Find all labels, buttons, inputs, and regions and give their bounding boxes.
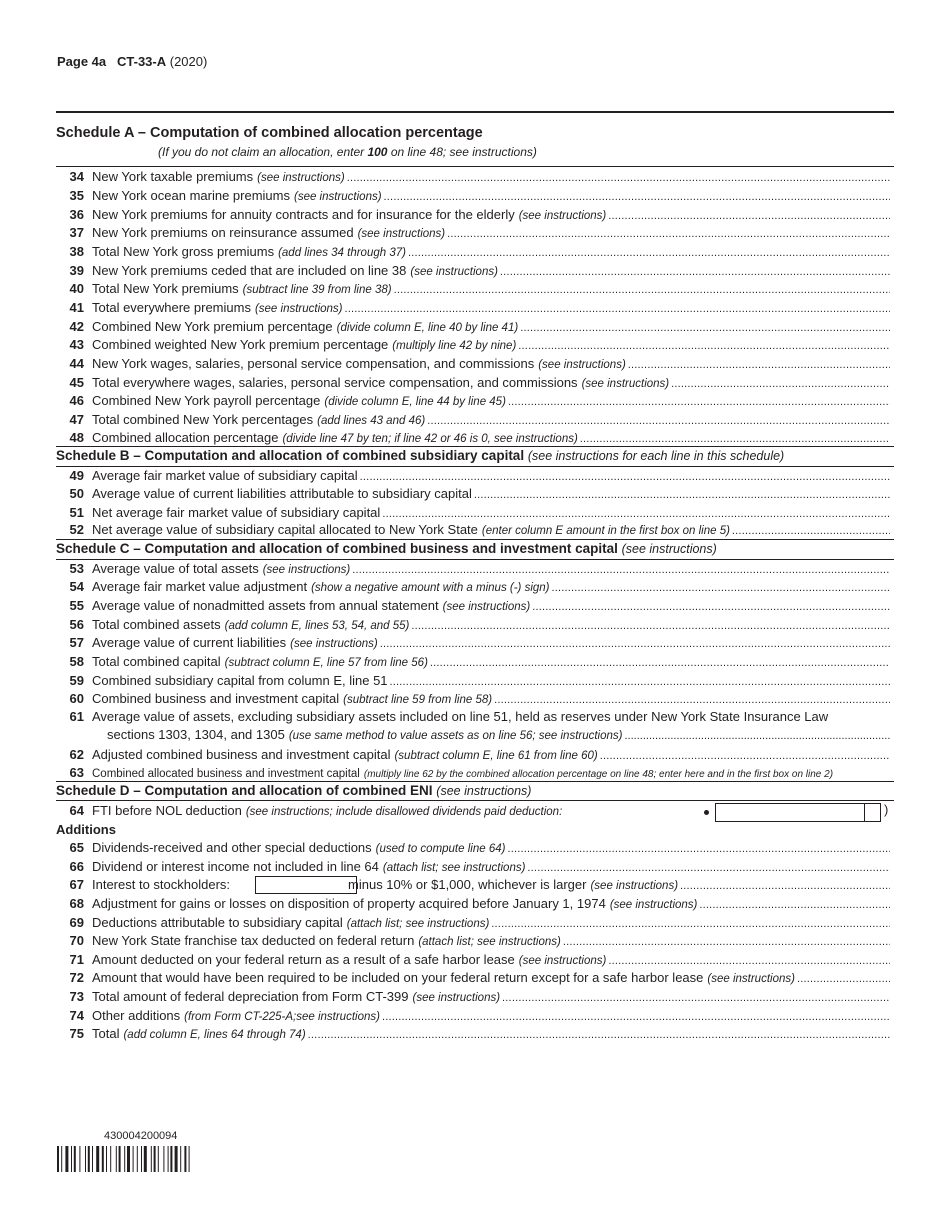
- leader-dots: [520, 322, 890, 334]
- line-label: Combined allocated business and investment capital: [92, 768, 360, 780]
- line-label: Other additions: [92, 1008, 181, 1023]
- line-note: (see instructions): [518, 210, 607, 222]
- barcode-number: 430004200094: [104, 1130, 178, 1142]
- line-note: (see instructions): [254, 303, 343, 315]
- leader-dots: [508, 396, 890, 408]
- leader-dots: [347, 172, 890, 184]
- leader-dots: [797, 973, 890, 985]
- line-69: [56, 915, 890, 933]
- line-number: 42: [69, 319, 84, 334]
- leader-dots: [625, 730, 891, 742]
- leader-dots: [563, 936, 890, 948]
- line-label: Total everywhere premiums: [92, 300, 251, 315]
- line-62: [56, 747, 890, 765]
- leader-dots: [345, 303, 890, 315]
- line-61: [56, 709, 890, 727]
- line-note: (add lines 34 through 37): [278, 247, 406, 259]
- schedule-a-note-bold: 100: [367, 145, 388, 159]
- barcode-icon: [57, 1146, 239, 1172]
- line-note: (subtract column E, line 57 from line 56): [224, 657, 428, 669]
- barcode-bar: [141, 1146, 142, 1172]
- line-note: (subtract line 39 from line 38): [242, 284, 392, 296]
- line-label: Deductions attributable to subsidiary capital: [92, 915, 343, 930]
- leader-dots: [552, 582, 891, 594]
- line-52: [56, 522, 890, 540]
- barcode-bar: [119, 1146, 121, 1172]
- line-number: 65: [69, 840, 84, 855]
- line-note: (see instructions): [581, 378, 670, 390]
- barcode-bar: [137, 1146, 138, 1172]
- line-number: 74: [69, 1008, 84, 1023]
- line-54: [56, 579, 890, 597]
- leader-dots: [390, 676, 890, 688]
- line-40: [56, 281, 890, 299]
- line-65: [56, 840, 890, 858]
- line-label: Average value of current liabilities: [92, 635, 287, 650]
- line-label: New York premiums for annuity contracts and for insurance for the elderly: [92, 207, 515, 222]
- line-label: Total New York premiums: [92, 281, 239, 296]
- schedule-b-note: (see instructions for each line in this schedule): [527, 449, 785, 463]
- line-44: [56, 356, 890, 374]
- line-label: Combined New York payroll percentage: [92, 393, 321, 408]
- line-label: Average value of assets, excluding subsidiary assets included on line 51, held as reserves under New York State Insurance Law: [92, 709, 829, 724]
- line-label: Interest to stockholders:: [92, 877, 231, 892]
- line-37: [56, 225, 890, 243]
- leader-dots: [518, 340, 890, 352]
- line-label: New York premiums ceded that are included on line 38: [92, 263, 407, 278]
- barcode-bar: [88, 1146, 90, 1172]
- barcode-bar: [116, 1146, 117, 1172]
- line-number: 50: [69, 486, 84, 501]
- line-74: [56, 1008, 890, 1026]
- line-64-disallowed-dividends-input[interactable]: [715, 803, 865, 822]
- line-number: 38: [69, 244, 84, 259]
- line-label: New York taxable premiums: [92, 169, 254, 184]
- line-number: 75: [69, 1026, 84, 1041]
- line-72: [56, 970, 890, 988]
- leader-dots: [360, 471, 890, 483]
- line-label: Adjustment for gains or losses on disposition of property acquired before January 1, 1974: [92, 896, 606, 911]
- line-note: (see instructions): [357, 228, 446, 240]
- line-70: [56, 933, 890, 951]
- schedule-a-note-pre: (If you do not claim an allocation, enter: [158, 145, 368, 159]
- line-label: Total: [92, 1026, 120, 1041]
- line-73: [56, 989, 890, 1007]
- line-label: New York ocean marine premiums: [92, 188, 290, 203]
- line-number: 34: [69, 169, 84, 184]
- line-number: 60: [69, 691, 84, 706]
- line-67-interest-input[interactable]: [255, 876, 357, 894]
- line-note: (enter column E amount in the first box on line 5): [481, 525, 730, 537]
- line-note: (see instructions): [257, 172, 345, 184]
- barcode-bar: [85, 1146, 86, 1172]
- line-label: Total combined assets: [92, 617, 221, 632]
- line-43: [56, 337, 890, 355]
- divider: [56, 800, 894, 801]
- line-64-cents-box[interactable]: [863, 803, 881, 822]
- line-note: (subtract column E, line 61 from line 60): [394, 750, 598, 762]
- line-49: [56, 468, 890, 486]
- line-57: [56, 635, 890, 653]
- leader-dots: [411, 620, 890, 632]
- barcode-bar: [180, 1146, 181, 1172]
- line-note: (see instructions): [410, 266, 498, 278]
- line-number: 68: [69, 896, 84, 911]
- line-number: 70: [69, 933, 84, 948]
- line-label: Amount that would have been required to be included on your federal return except for a safe harbor lease: [92, 970, 704, 985]
- line-75: [56, 1026, 890, 1044]
- line-note: (from Form CT-225-A;see instructions): [184, 1011, 380, 1023]
- line-note: (divide column E, line 40 by line 41): [336, 322, 519, 334]
- leader-dots: [352, 564, 890, 576]
- schedule-d-note: (see instructions): [436, 784, 532, 798]
- line-number: 53: [69, 561, 84, 576]
- barcode-bar: [65, 1146, 68, 1172]
- leader-dots: [671, 378, 890, 390]
- line-34: [56, 169, 890, 187]
- line-number: 44: [69, 356, 84, 371]
- page-header: [57, 54, 207, 69]
- line-note: (used to compute line 64): [375, 843, 506, 855]
- line-number: 45: [69, 375, 84, 390]
- leader-dots: [600, 750, 890, 762]
- line-number: 64: [69, 803, 84, 818]
- leader-dots: [580, 433, 890, 445]
- line-label: Total New York gross premiums: [92, 244, 275, 259]
- barcode-bar: [57, 1146, 59, 1172]
- line-note: (see instructions): [262, 564, 351, 576]
- line-label: Total amount of federal depreciation from Form CT-399: [92, 989, 409, 1004]
- line-label: New York State franchise tax deducted on federal return: [92, 933, 415, 948]
- additions-heading: Additions: [56, 822, 116, 837]
- bullet-icon: [704, 810, 709, 815]
- barcode-bar: [79, 1146, 80, 1172]
- line-46: [56, 393, 890, 411]
- leader-dots: [382, 1011, 890, 1023]
- barcode-bar: [154, 1146, 156, 1172]
- line-note: (see instructions; include disallowed dividends paid deduction:: [245, 806, 563, 818]
- schedule-d-title: [56, 783, 531, 798]
- line-label: FTI before NOL deduction: [92, 803, 242, 818]
- line-label: Net average fair market value of subsidiary capital: [92, 505, 381, 520]
- line-number: 49: [69, 468, 84, 483]
- line-61-cont-note: (use same method to value assets as on line 56; see instructions): [288, 730, 623, 742]
- leader-dots: [608, 955, 890, 967]
- line-note: (see instructions): [590, 880, 679, 892]
- barcode-bar: [110, 1146, 111, 1172]
- leader-dots: [732, 525, 890, 537]
- line-note: (see instructions): [538, 359, 626, 371]
- line-label: Adjusted combined business and investment capital: [92, 747, 391, 762]
- line-label: New York wages, salaries, personal service compensation, and commissions: [92, 356, 535, 371]
- line-61-cont-text: sections 1303, 1304, and 1305: [107, 727, 285, 742]
- leader-dots: [699, 899, 890, 911]
- line-number: 62: [69, 747, 84, 762]
- line-60: [56, 691, 890, 709]
- form-year: (2020): [169, 54, 208, 69]
- line-number: 56: [69, 617, 84, 632]
- barcode-bar: [96, 1146, 99, 1172]
- line-number: 61: [69, 709, 84, 724]
- line-number: 39: [69, 263, 84, 278]
- line-note: (see instructions): [293, 191, 382, 203]
- line-number: 43: [69, 337, 84, 352]
- divider: [56, 539, 894, 540]
- line-note: (show a negative amount with a minus (-) sign): [311, 582, 550, 594]
- line-61-continuation: [107, 727, 890, 745]
- line-label: Combined weighted New York premium percentage: [92, 337, 389, 352]
- line-68: [56, 896, 890, 914]
- leader-dots: [608, 210, 890, 222]
- line-label: Net average value of subsidiary capital allocated to New York State: [92, 522, 478, 537]
- leader-dots: [494, 694, 890, 706]
- line-number: 35: [69, 188, 84, 203]
- line-note: (see instructions): [412, 992, 501, 1004]
- schedule-a-title: [56, 125, 483, 141]
- line-number: 40: [69, 281, 84, 296]
- line-39: [56, 263, 890, 281]
- line-number: 41: [69, 300, 84, 315]
- line-label: Total everywhere wages, salaries, personal service compensation, and commissions: [92, 375, 578, 390]
- divider: [56, 781, 894, 782]
- line-number: 71: [69, 952, 84, 967]
- line-number: 37: [69, 225, 84, 240]
- line-number: 47: [69, 412, 84, 427]
- line-59: [56, 673, 890, 691]
- barcode-bar: [124, 1146, 125, 1172]
- line-55: [56, 598, 890, 616]
- line-number: 66: [69, 859, 84, 874]
- schedule-c-note: (see instructions): [621, 542, 717, 556]
- line-label-mid: minus 10% or $1,000, whichever is larger: [348, 877, 587, 892]
- schedule-b-title: [56, 448, 784, 463]
- line-label: Combined business and investment capital: [92, 691, 340, 706]
- leader-dots: [491, 918, 890, 930]
- top-rule: [56, 111, 894, 113]
- leader-dots: [628, 359, 890, 371]
- line-note: (divide column E, line 44 by line 45): [324, 396, 506, 408]
- line-note: (see instructions): [442, 601, 531, 613]
- line-note: (add column E, lines 53, 54, and 55): [224, 620, 410, 632]
- line-number: 36: [69, 207, 84, 222]
- line-45: [56, 375, 890, 393]
- barcode-bar: [170, 1146, 172, 1172]
- leader-dots: [507, 843, 890, 855]
- leader-dots: [430, 657, 890, 669]
- leader-dots: [394, 284, 890, 296]
- line-53: [56, 561, 890, 579]
- line-note: (add lines 43 and 46): [317, 415, 426, 427]
- line-51: [56, 505, 890, 523]
- leader-dots: [427, 415, 890, 427]
- line-64: [56, 803, 696, 821]
- leader-dots: [308, 1029, 890, 1041]
- line-64-close-paren: ): [884, 802, 889, 817]
- line-label: Combined allocation percentage: [92, 430, 279, 445]
- leader-dots: [680, 880, 890, 892]
- line-number: 55: [69, 598, 84, 613]
- schedule-a-note: [158, 145, 537, 159]
- divider: [56, 466, 894, 467]
- barcode-bar: [74, 1146, 76, 1172]
- line-number: 54: [69, 579, 84, 594]
- divider: [56, 166, 894, 167]
- line-label: Dividend or interest income not included in line 64: [92, 859, 379, 874]
- line-note: (attach list; see instructions): [418, 936, 561, 948]
- line-38: [56, 244, 890, 262]
- divider: [56, 559, 894, 560]
- leader-dots: [380, 638, 890, 650]
- line-label: Average value of nonadmitted assets from annual statement: [92, 598, 439, 613]
- leader-dots: [500, 266, 890, 278]
- schedule-c-title: [56, 541, 717, 556]
- line-number: 59: [69, 673, 84, 688]
- line-36: [56, 207, 890, 225]
- line-71: [56, 952, 890, 970]
- line-label: Dividends-received and other special deductions: [92, 840, 372, 855]
- barcode-bar: [158, 1146, 159, 1172]
- line-67: [56, 877, 890, 895]
- line-50: [56, 486, 890, 504]
- schedule-b-title-text: Schedule B – Computation and allocation of combined subsidiary capital: [56, 448, 525, 463]
- line-note: (attach list; see instructions): [346, 918, 490, 930]
- barcode-bar: [189, 1146, 190, 1172]
- line-label: Average value of total assets: [92, 561, 259, 576]
- line-56: [56, 617, 890, 635]
- line-number: 58: [69, 654, 84, 669]
- leader-dots: [447, 228, 890, 240]
- schedule-a-note-post: on line 48; see instructions): [387, 145, 537, 159]
- barcode-bar: [92, 1146, 93, 1172]
- barcode-bar: [106, 1146, 107, 1172]
- line-number: 51: [69, 505, 84, 520]
- line-number: 52: [69, 522, 84, 537]
- line-label: Average fair market value of subsidiary capital: [92, 468, 358, 483]
- barcode-bar: [163, 1146, 164, 1172]
- line-label: Total combined capital: [92, 654, 221, 669]
- leader-dots: [527, 862, 890, 874]
- barcode-bar: [127, 1146, 130, 1172]
- line-number: 72: [69, 970, 84, 985]
- line-number: 69: [69, 915, 84, 930]
- line-number: 63: [69, 765, 84, 780]
- leader-dots: [408, 247, 890, 259]
- line-number: 73: [69, 989, 84, 1004]
- leader-dots: [474, 489, 890, 501]
- barcode-bar: [168, 1146, 169, 1172]
- line-note: (multiply line 62 by the combined allocation percentage on line 48; enter here and in the first box on line 2): [363, 769, 834, 780]
- line-number: 57: [69, 635, 84, 650]
- line-label: Combined New York premium percentage: [92, 319, 333, 334]
- barcode-bar: [144, 1146, 147, 1172]
- form-id: CT-33-A: [117, 54, 167, 69]
- line-label: Total combined New York percentages: [92, 412, 314, 427]
- line-label: Amount deducted on your federal return as a result of a safe harbor lease: [92, 952, 515, 967]
- line-label: Average fair market value adjustment: [92, 579, 308, 594]
- line-label: Combined subsidiary capital from column E, line 51: [92, 673, 388, 688]
- line-35: [56, 188, 890, 206]
- line-note: (multiply line 42 by nine): [392, 340, 517, 352]
- line-number: 48: [69, 430, 84, 445]
- line-note: (see instructions): [518, 955, 607, 967]
- line-42: [56, 319, 890, 337]
- line-note: (add column E, lines 64 through 74): [123, 1029, 306, 1041]
- leader-dots: [502, 992, 890, 1004]
- barcode-bar: [175, 1146, 178, 1172]
- barcode-bar: [133, 1146, 134, 1172]
- line-note: (see instructions): [290, 638, 378, 650]
- schedule-c-title-text: Schedule C – Computation and allocation of combined business and investment capital: [56, 541, 618, 556]
- line-number: 46: [69, 393, 84, 408]
- barcode-bar: [184, 1146, 186, 1172]
- line-66: [56, 859, 890, 877]
- line-41: [56, 300, 890, 318]
- line-note: (subtract line 59 from line 58): [343, 694, 493, 706]
- schedule-a-title-text: Schedule A – Computation of combined allocation percentage: [56, 125, 483, 141]
- barcode-bar: [151, 1146, 152, 1172]
- leader-dots: [384, 191, 890, 203]
- line-label: Average value of current liabilities attributable to subsidiary capital: [92, 486, 472, 501]
- divider: [56, 446, 894, 447]
- line-58: [56, 654, 890, 672]
- line-note: (attach list; see instructions): [382, 862, 526, 874]
- barcode-bar: [71, 1146, 72, 1172]
- line-note: (see instructions): [707, 973, 795, 985]
- barcode-bar: [61, 1146, 62, 1172]
- line-label: New York premiums on reinsurance assumed: [92, 225, 354, 240]
- leader-dots: [382, 508, 890, 520]
- line-number: 67: [69, 877, 84, 892]
- schedule-d-title-text: Schedule D – Computation and allocation of combined ENI: [56, 783, 433, 798]
- line-note: (see instructions): [609, 899, 698, 911]
- leader-dots: [532, 601, 890, 613]
- barcode-bar: [102, 1146, 104, 1172]
- line-note: (divide line 47 by ten; if line 42 or 46 is 0, see instructions): [282, 433, 578, 445]
- line-47: [56, 412, 890, 430]
- page-number: Page 4a: [57, 54, 107, 69]
